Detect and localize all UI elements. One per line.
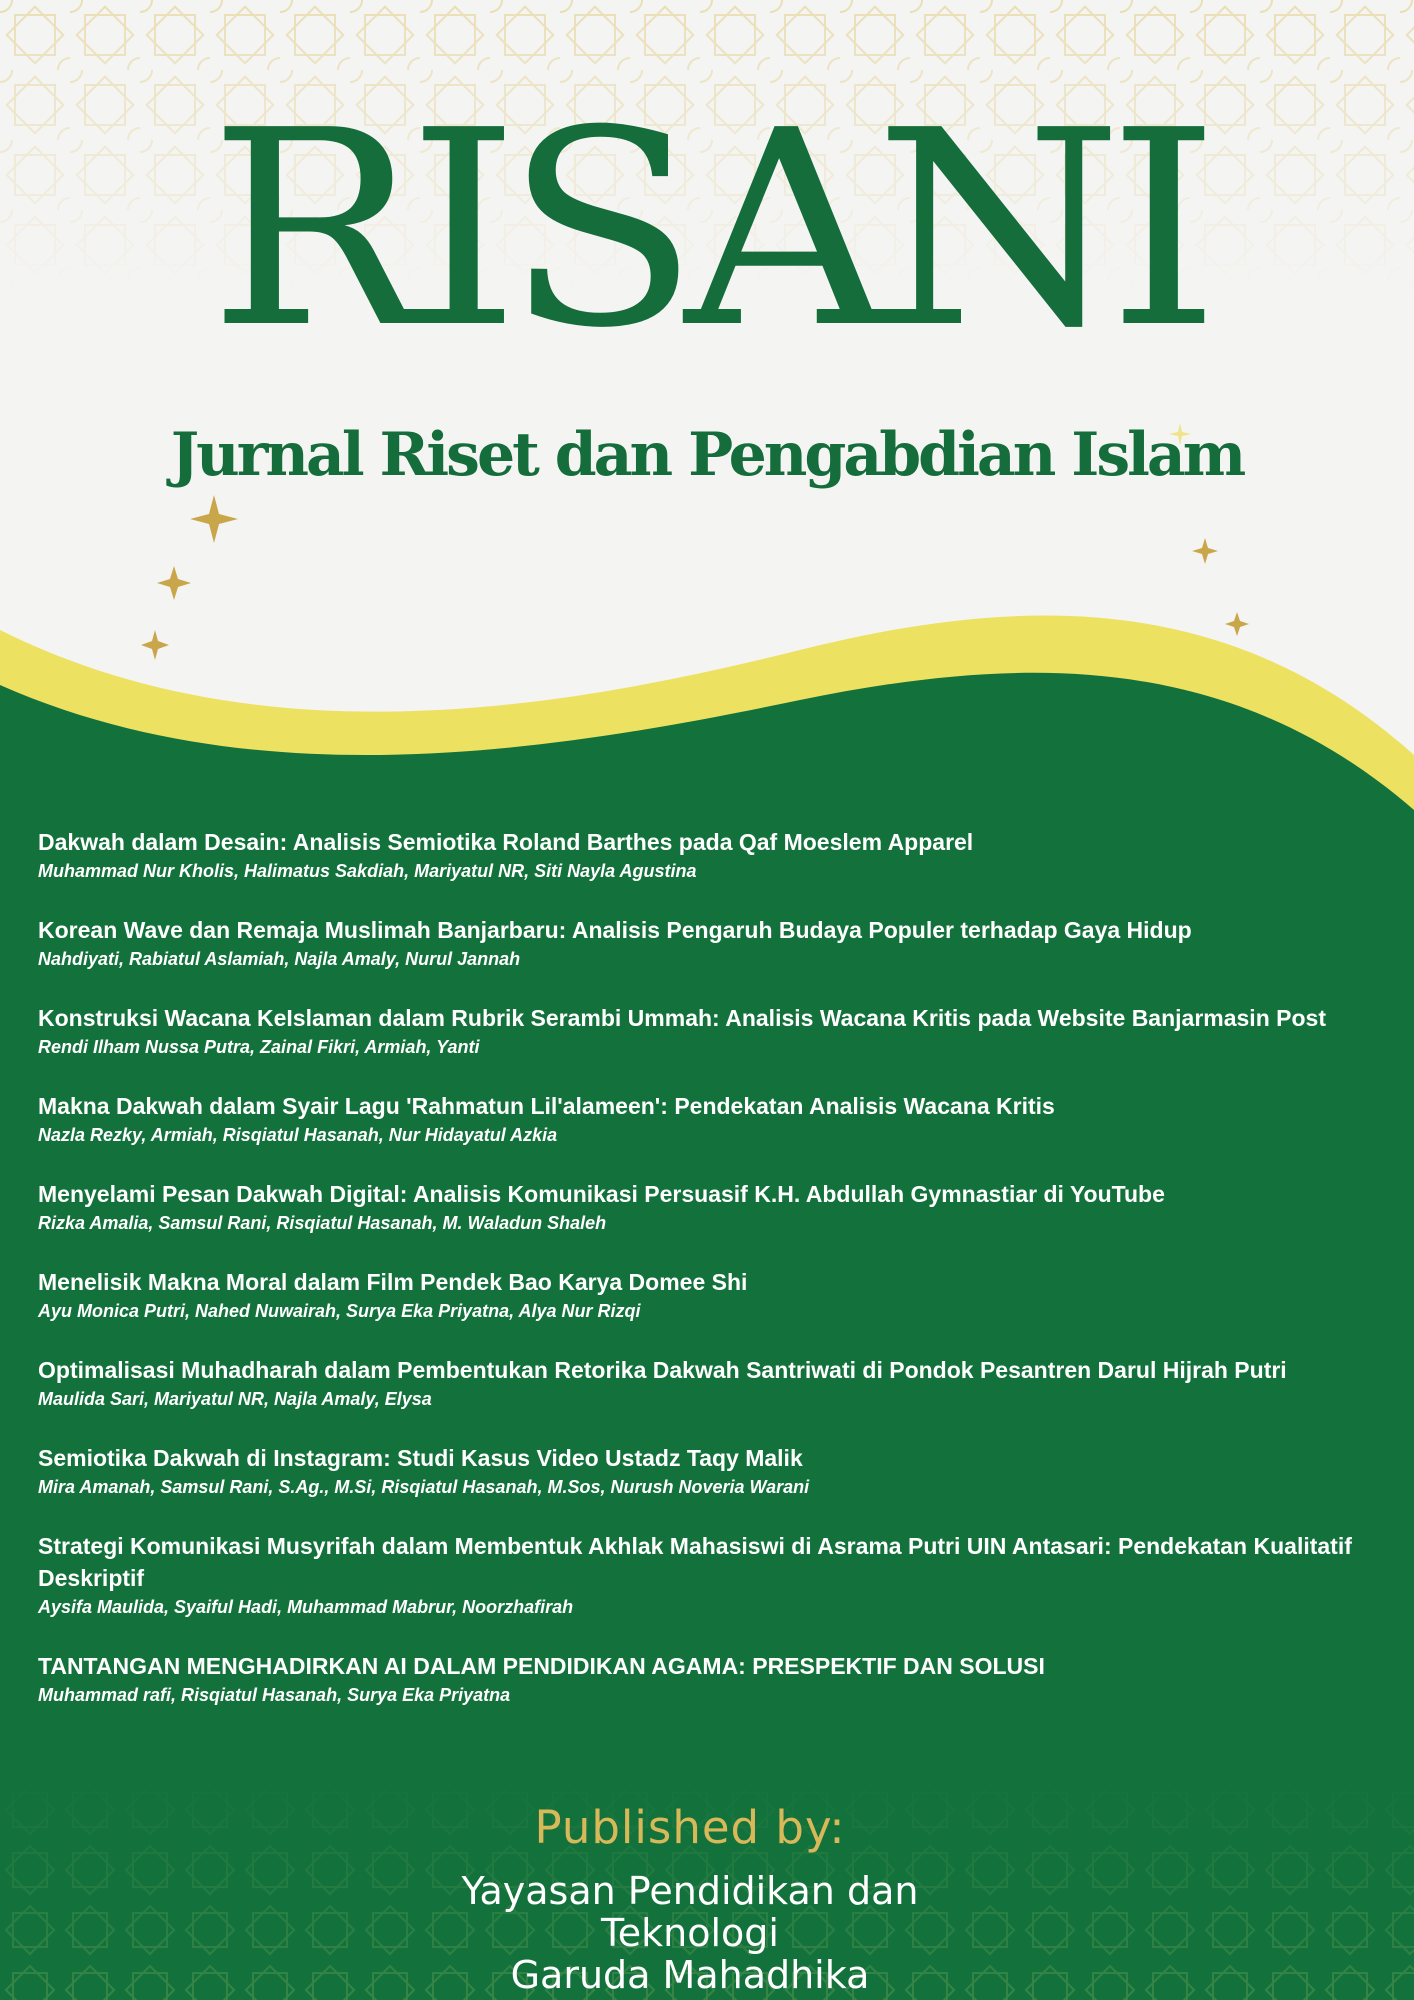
publisher-name-line-1: Yayasan Pendidikan dan Teknologi <box>461 1869 919 1955</box>
article-authors: Rizka Amalia, Samsul Rani, Risqiatul Hasanah, M. Waladun Shaleh <box>38 1213 607 1233</box>
article-entry <box>38 1354 1388 1412</box>
article-title: Korean Wave dan Remaja Muslimah Banjarbaru: Analisis Pengaruh Budaya Populer terhadap Gaya Hidup <box>38 917 1192 943</box>
article-title: Semiotika Dakwah di Instagram: Studi Kasus Video Ustadz Taqy Malik <box>38 1445 803 1471</box>
table-of-contents <box>38 826 1388 1738</box>
journal-subtitle: Jurnal Riset dan Pengabdian Islam <box>170 420 1244 490</box>
article-title: Dakwah dalam Desain: Analisis Semiotika Roland Barthes pada Qaf Moeslem Apparel <box>38 829 974 855</box>
article-authors: Muhammad rafi, Risqiatul Hasanah, Surya Eka Priyatna <box>38 1685 511 1705</box>
journal-title: RISANI <box>208 72 1206 387</box>
publisher-name-line-2: Garuda Mahadhika <box>510 1953 870 1997</box>
article-entry <box>38 826 1388 884</box>
article-entry <box>38 1090 1388 1148</box>
article-title: Menelisik Makna Moral dalam Film Pendek Bao Karya Domee Shi <box>38 1269 748 1295</box>
article-authors: Nazla Rezky, Armiah, Risqiatul Hasanah, Nur Hidayatul Azkia <box>38 1125 558 1145</box>
article-title: Konstruksi Wacana KeIslaman dalam Rubrik Serambi Ummah: Analisis Wacana Kritis pada Website Banjarmasin Post <box>38 1005 1326 1031</box>
article-entry <box>38 1442 1388 1500</box>
article-title: Strategi Komunikasi Musyrifah dalam Membentuk Akhlak Mahasiswi di Asrama Putri UIN Antasari: Pendekatan Kualitatif Deskriptif <box>38 1533 1352 1591</box>
article-entry <box>38 1178 1388 1236</box>
article-authors: Muhammad Nur Kholis, Halimatus Sakdiah, Mariyatul NR, Siti Nayla Agustina <box>38 861 697 881</box>
article-entry <box>38 1530 1388 1620</box>
article-authors: Mira Amanah, Samsul Rani, S.Ag., M.Si, Risqiatul Hasanah, M.Sos, Nurush Noveria Warani <box>38 1477 810 1497</box>
article-authors: Aysifa Maulida, Syaiful Hadi, Muhammad Mabrur, Noorzhafirah <box>38 1597 574 1617</box>
article-title: Optimalisasi Muhadharah dalam Pembentukan Retorika Dakwah Santriwati di Pondok Pesantren Darul Hijrah Putri <box>38 1357 1287 1383</box>
article-authors: Rendi Ilham Nussa Putra, Zainal Fikri, Armiah, Yanti <box>38 1037 480 1057</box>
article-authors: Maulida Sari, Mariyatul NR, Najla Amaly, Elysa <box>38 1389 432 1409</box>
article-title: Makna Dakwah dalam Syair Lagu 'Rahmatun Lil'alameen': Pendekatan Analisis Wacana Kritis <box>38 1093 1055 1119</box>
publisher-block <box>380 1800 1000 1996</box>
article-authors: Ayu Monica Putri, Nahed Nuwairah, Surya Eka Priyatna, Alya Nur Rizqi <box>38 1301 641 1321</box>
article-entry <box>38 1266 1388 1324</box>
article-title: Menyelami Pesan Dakwah Digital: Analisis Komunikasi Persuasif K.H. Abdullah Gymnastiar di YouTube <box>38 1181 1165 1207</box>
article-entry <box>38 1650 1388 1708</box>
article-authors: Nahdiyati, Rabiatul Aslamiah, Najla Amaly, Nurul Jannah <box>38 949 521 969</box>
article-title: TANTANGAN MENGHADIRKAN AI DALAM PENDIDIKAN AGAMA: PRESPEKTIF DAN SOLUSI <box>38 1653 1045 1679</box>
article-entry <box>38 1002 1388 1060</box>
published-by-label: Published by: <box>534 1801 846 1854</box>
article-entry <box>38 914 1388 972</box>
